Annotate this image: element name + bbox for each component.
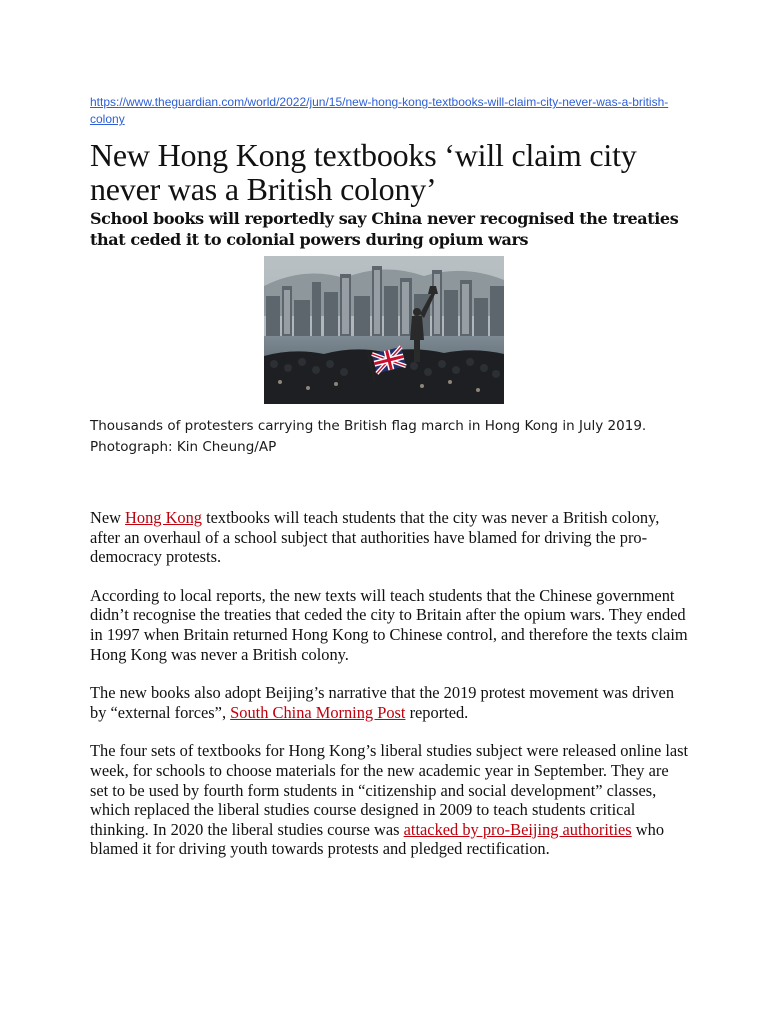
article-standfirst: School books will reportedly say China never recognised the treaties that ceded it to colonial powers during opium wars xyxy=(90,209,679,249)
pro-beijing-authorities-link[interactable]: attacked by pro-Beijing authorities xyxy=(403,819,632,839)
paragraph-4-text-after: who blamed it for driving youth towards protests and pledged rectification. xyxy=(90,819,665,859)
paragraph-1 xyxy=(90,508,690,567)
photo-caption: Thousands of protesters carrying the British flag march in Hong Kong in July 2019. Photograph: Kin Cheung/AP xyxy=(90,418,647,455)
document-page xyxy=(90,94,690,878)
hong-kong-link[interactable]: Hong Kong xyxy=(125,508,202,527)
article-body xyxy=(90,508,690,859)
paragraph-1-text-after: textbooks will teach students that the city was never a British colony, after an overhaul of a school subject that authorities have blamed for driving the pro-democracy protests. xyxy=(90,508,660,567)
paragraph-4 xyxy=(90,741,690,859)
paragraph-2: According to local reports, the new texts will teach students that the Chinese government didn’t recognise the treaties that ceded the city to Britain after the opium wars. They ended in 1997 when Britain returned Hong Kong to Chinese control, and therefore the texts claim Hong Kong was never a British colony. xyxy=(90,585,688,664)
paragraph-4-text-before: The four sets of textbooks for Hong Kong’s liberal studies subject were released online last week, for schools to choose materials for the new academic year in September. They are set to be used by fourth form students in “citizenship and social development” classes, which replaced the liberal studies course designed in 2009 to teach students critical thinking. In 2020 the liberal studies course was xyxy=(90,741,689,839)
paragraph-3 xyxy=(90,683,690,722)
article-headline: New Hong Kong textbooks ‘will claim city never was a British colony’ xyxy=(90,137,637,207)
paragraph-1-text-before: New xyxy=(90,508,126,527)
article-photo xyxy=(264,256,504,404)
scmp-link[interactable]: South China Morning Post xyxy=(230,702,406,722)
source-url-link[interactable]: https://www.theguardian.com/world/2022/jun/15/new-hong-kong-textbooks-will-claim-city-never-was-a-british-colony xyxy=(90,95,669,126)
paragraph-3-text-after: reported. xyxy=(405,702,469,722)
paragraph-3-text-before: The new books also adopt Beijing’s narrative that the 2019 protest movement was driven by “external forces”, xyxy=(90,683,675,722)
